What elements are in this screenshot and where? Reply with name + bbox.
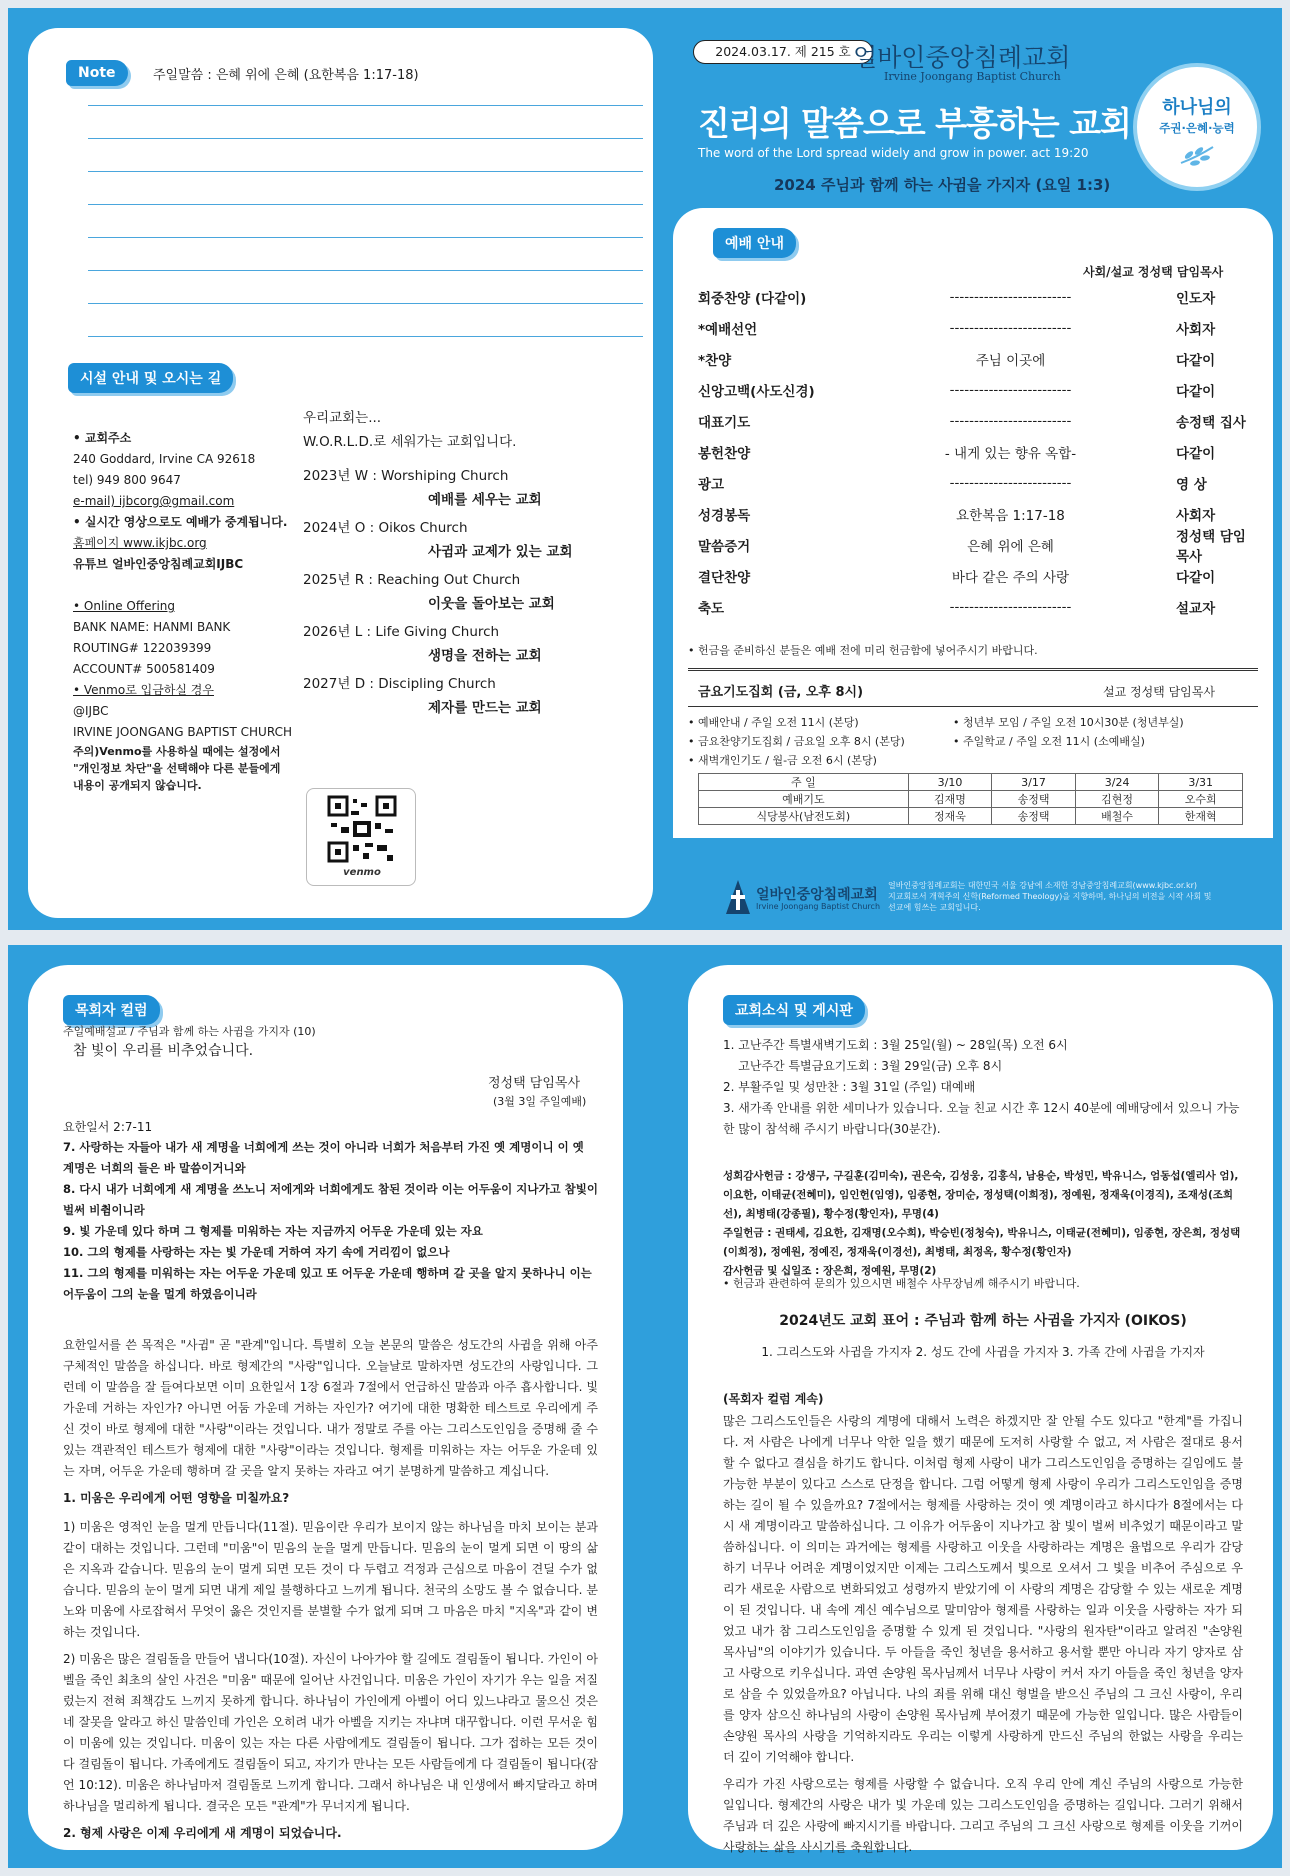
facility-line: • 실시간 영상으로도 예배가 중계됩니다. — [73, 515, 288, 529]
verse: 11. 그의 형제를 미워하는 자는 어두운 가운데 있고 또 어두운 가운데 행하며 갈 곳을 알지 못하나니 이는 어두움이 그의 눈을 멀게 하였음이니라 — [63, 1266, 592, 1301]
verse: 10. 그의 형제를 사랑하는 자는 빛 가운데 거하여 자기 속에 거리낌이 없으나 — [63, 1245, 450, 1259]
worship-row: *찬양 주님 이곳에 다같이 — [698, 352, 1216, 369]
church-name-kr: 얼바인중앙침례교회 — [853, 43, 1071, 72]
column-continued — [723, 1411, 1243, 1864]
seal-line2: 주권·은혜·능력 — [1159, 121, 1235, 135]
world-year: 2024년 O : Oikos Church — [303, 520, 468, 536]
column-label: 목회자 컬럼 — [63, 995, 160, 1025]
world-intro: W.O.R.L.D.로 세워가는 교회입니다. — [303, 434, 517, 450]
column-subtitle: 주일예배설교 / 주님과 함께 하는 사귐을 가지자 (10) — [63, 1025, 316, 1038]
facility-line: IRVINE JOONGANG BAPTIST CHURCH — [73, 725, 292, 739]
note-line — [88, 237, 643, 238]
world-desc: 생명을 전하는 교회 — [428, 648, 542, 664]
preacher-line: 사회/설교 정성택 담임목사 — [1083, 265, 1224, 279]
church-name-en: Irvine Joongang Baptist Church — [884, 70, 1061, 83]
divider — [688, 668, 1258, 671]
world-intro: 우리교회는... — [303, 410, 382, 426]
worship-row: 축도 ------------------------- 설교자 — [698, 598, 1216, 617]
schedule-item: • 금요찬양기도집회 / 금요일 오후 8시 (본당) — [688, 735, 905, 748]
youtube-line: 유튜브 얼바인중앙침례교회IJBC — [73, 557, 244, 571]
column-title: 참 빛이 우리를 비추었습니다. — [73, 1043, 254, 1059]
column-paragraph: 많은 그리스도인들은 사랑의 계명에 대해서 노력은 하겠지만 잘 안될 수도 있다고 "한계"를 가집니다. 저 사람은 나에게 너무나 악한 일을 했기 때문에 도저히 사랑할 수 없고, 저 사람은 절대로 용서할 수 없다고 결심을 하기도 합니다. 이처럼 형제 사랑이 내가 그리스도인임을 증명하는 길임에도 불가능한 부분이 있다고 스스로 단정을 합니다. 그럼 어떻게 형제 사랑이 우리가 그리스도인임을 증명하는 길이 될 수 있을까요? 7절에서는 형제를 사랑하는 것이 옛 계명이라고 하시다가 8절에서는 다시 새 계명이라고 말씀하십니다. 그 이유가 어두움이 지나가고 참 빛이 벌써 비추었기 때문이라고 말씀하십니다. 이 의미는 과거에는 형제를 사랑하고 이웃을 사랑하라는 계명은 율법으로 우리가 감당하기 너무나 어려운 계명이었지만 이제는 그리스도께서 빛으로 오셔서 그 빛을 비추어 주심으로 우리가 새로운 사람으로 변화되었고 성령까지 받았기에 이 사랑의 계명은 감당할 수 있는 새로운 계명이 된 것입니다. 내 속에 계신 예수님으로 말미암아 형제를 사랑하는 일과 이웃을 사랑하는 자가 되었고 내가 참 그리스도인임을 증명할 수 있게 된 것입니다. "사랑의 원자탄"이라고 알려진 "손양원 목사님"의 이야기가 있습니다. 두 아들을 죽인 청년을 용서하고 용서할 뿐만 아니라 자기 양자로 삼고 사랑으로 키우십니다. 과연 손양원 목사님께서 너무나 사랑이 커서 자기 아들을 죽인 청년을 양자로 삼을 수 있었을까요? 아닙니다. 나의 죄를 위해 대신 형벌을 받으신 주님의 그 크신 사랑이, 우리를 양자 삼으신 하나님의 사랑이 손양원 목사님께 부어졌기 때문에 가능한 일입니다. 많은 사람들이 손양원 목사의 사랑을 기억하지라도 우리는 이렇게 사랑하게 만드신 주님의 한없는 사랑을 우리는 더 깊이 기억해야 합니다. — [723, 1414, 1243, 1764]
note-line — [88, 270, 643, 271]
column-paragraph: 1) 미움은 영적인 눈을 멀게 만듭니다(11절). 믿음이란 우리가 보이지 않는 하나님을 마치 보이는 분과 같이 대하는 것입니다. 그런데 "미움"이 믿음의 눈을 멀게 만듭니다. 믿음의 눈이 멀게 되면 이 땅의 삶은 지옥과 같습니다. 믿음의 눈이 멀게 되면 모든 것이 다 두렵고 걱정과 근심으로 마음이 견딜 수가 없습니다. 믿음의 눈이 멀게 되면 내게 제일 불행하다고 느끼게 됩니다. 천국의 소망도 볼 수 없습니다. 분노와 미움에 사로잡혀서 무엇이 옳은 것인지를 분별할 수가 없게 되며 그 마음은 마치 "지옥"과 같이 변하는 것입니다. — [63, 1520, 598, 1639]
venmo-label: venmo — [343, 867, 381, 878]
facility-line: • 교회주소 — [73, 431, 132, 445]
worship-row: 회중찬양 (다같이) ------------------------- 인도자 — [698, 288, 1216, 307]
note-panel — [28, 28, 653, 918]
column-panel — [28, 965, 623, 1850]
bulletin-outer-sheet — [8, 8, 1282, 930]
worship-row: 봉헌찬양 - 내게 있는 향유 옥합- 다같이 — [698, 445, 1216, 462]
slogan-en: The word of the Lord spread widely and grow in power. act 19:20 — [698, 146, 1089, 160]
friday-prayer: 금요기도집회 (금, 오후 8시) — [698, 685, 864, 700]
news-list — [723, 1035, 1243, 1140]
column-paragraph: 2) 미움은 많은 걸림돌을 만들어 냅니다(10절). 자신이 나아가야 할 길에도 걸림돌이 됩니다. 가인이 아벨을 죽인 최초의 살인 사건은 "미움" 때문에 일어난 사건입니다. 미움은 가인이 자기가 우는 일을 저질렀는지 전혀 죄책감도 느끼지 못하게 합니다. 하나님이 가인에게 아벨이 어디 있느냐라고 물으신 것은 네 잘못을 알라고 하신 말씀인데 가인은 오히려 내가 아벨을 지키는 자냐며 대꾸합니다. 이런 무서운 힘이 미움에 있는 것입니다. 미움이 있는 자는 다른 사람에게도 걸림돌이 됩니다. 그가 접하는 모든 것이 다 걸림돌이 됩니다. 가족에게도 걸림돌이 되고, 자기가 만나는 모든 사람들에게 다 걸림돌이 됩니다(잠언 10:12). 미움은 하나님마저 걸림돌로 느끼게 합니다. 그래서 하나님은 내 인생에서 빠지달라고 하며 하나님을 멀리하게 됩니다. 결국은 모든 "관계"가 무너지게 됩니다. — [63, 1652, 598, 1813]
note-line — [88, 171, 643, 172]
worship-row: 신앙고백(사도신경) ------------------------- 다같이 — [698, 381, 1216, 400]
note-sermon-line: 주일말씀 : 은혜 위에 은혜 (요한복음 1:17-18) — [153, 68, 419, 83]
facility-line: BANK NAME: HANMI BANK — [73, 620, 231, 634]
column-paragraph: 요한일서를 쓴 목적은 "사귐" 곧 "관계"입니다. 특별히 오늘 본문의 말씀은 성도간의 사귐을 위해 아주 구체적인 말씀을 하십니다. 바로 형제간의 "사랑"입니다. 오늘날로 말하자면 성도간의 사랑입니다. 그런데 이 말씀을 잘 들여다보면 이미 요한일서 1장 6절과 7절에서 언급하신 말씀과 아주 흡사합니다. 빛 가운데 거하는 자인가? 아니면 어둠 가운데 거하는 자인가? 여기에 대한 명확한 테스트로 우리에게 주신 것이 바로 형제에 대한 "사랑"이라는 것입니다. 내가 정말로 주를 아는 그리스도인임을 증명해 줄 수 있는 객관적인 테스트가 형제에 대한 "사랑"이라는 것입니다. 형제를 미워하는 자는 어두운 가운데 있는 자며, 어두운 가운데 행하며 갈 곳을 알지 못하는 자라고 여기 분명하게 말씀하고 계십니다. — [63, 1338, 598, 1478]
column-date: (3월 3일 주일예배) — [493, 1095, 587, 1108]
church-motto-points: 1. 그리스도와 사귐을 가지자 2. 성도 간에 사귐을 가지자 3. 가족 간에 사귐을 가지자 — [761, 1345, 1205, 1359]
worship-row: 광고 ------------------------- 영 상 — [698, 474, 1207, 493]
offering-list: 성회감사헌금 : 강생구, 구길훈(김미숙), 권은숙, 김성웅, 김홍식, 남용순, 박성민, 박유니스, 엄동섭(엘리사 엄), 이요한, 이태균(전혜미), 임인헌(임영), 임종현, 장미순, 정성택(이희정), 정예원, 정재욱(이경직), 조재성(조희선), 최병태(강종필), 황수정(황인자), 무명(4) 주일헌금 : 권태세, 김요한, 김재명(오수희), 박승빈(정청숙), 박유니스, 이태균(전혜미), 임종현, 장은희, 정성택(이희정), 정예원, 정예진, 정재욱(이경선), 최병태, 최정옥, 황수정(황인자) 감사헌금 및 십일조 : 장은희, 정예원, 무명(2) — [723, 1170, 1241, 1277]
homepage-link[interactable]: 홈페이지 www.ikjbc.org — [73, 536, 207, 550]
scripture-verses — [63, 1137, 598, 1305]
news-item: 2. 부활주일 및 성만찬 : 3월 31일 (주일) 대예배 — [723, 1080, 976, 1094]
world-year: 2027년 D : Discipling Church — [303, 676, 496, 692]
order-of-worship — [698, 281, 1258, 622]
table-row: 주 일 3/10 3/17 3/24 3/31 — [699, 774, 1243, 791]
verse: 7. 사랑하는 자들아 내가 새 계명을 너희에게 쓰는 것이 아니라 너희가 처음부터 가진 옛 계명이니 이 옛 계명은 너희의 들은 바 말씀이거니와 — [63, 1140, 584, 1175]
friday-preacher: 설교 정성택 담임목사 — [1103, 685, 1215, 699]
schedule-item: • 새벽개인기도 / 월-금 오전 6시 (본당) — [688, 754, 877, 767]
schedule-item: • 주일학교 / 주일 오전 11시 (소예배실) — [953, 735, 1145, 748]
worship-label: 예배 안내 — [713, 228, 796, 258]
news-item: 3. 새가족 안내를 위한 세미나가 있습니다. 오늘 친교 시간 후 12시 40분에 예배당에서 있으니 가능한 많이 참석해 주시기 바랍니다(30분간). — [723, 1101, 1240, 1136]
table-row: 식당봉사(남전도회) 정재욱 송정택 배철수 한재혁 — [699, 808, 1243, 825]
note-line — [88, 105, 643, 106]
footer-church-name: 얼바인중앙침례교회 — [756, 887, 878, 903]
offering-contact-note: • 헌금과 관련하여 문의가 있으시면 배철수 사무장님께 해주시기 바랍니다. — [723, 1277, 1080, 1290]
theme-seal — [1133, 63, 1261, 191]
seal-line1: 하나님의 — [1162, 97, 1232, 118]
church-logo-icon — [718, 876, 758, 916]
facility-line: • Online Offering — [73, 599, 175, 613]
offering-note: • 헌금을 준비하신 분들은 예배 전에 미리 헌금함에 넣어주시기 바랍니다. — [688, 644, 1038, 657]
email-link[interactable]: e-mail) ijbcorg@gmail.com — [73, 494, 235, 508]
news-item: 고난주간 특별금요기도회 : 3월 29일(금) 오후 8시 — [723, 1059, 1003, 1073]
worship-row: *예배선언 ------------------------- 사회자 — [698, 319, 1216, 338]
note-line — [88, 204, 643, 205]
news-item: 1. 고난주간 특별새벽기도회 : 3월 25일(월) ~ 28일(목) 오전 6시 — [723, 1038, 1068, 1052]
world-year: 2023년 W : Worshiping Church — [303, 468, 509, 484]
world-desc: 예배를 세우는 교회 — [428, 492, 542, 508]
column-author: 정성택 담임목사 — [488, 1076, 581, 1091]
venmo-qr-card[interactable] — [306, 788, 416, 886]
news-label: 교회소식 및 게시판 — [723, 995, 865, 1025]
note-label: Note — [66, 60, 128, 86]
service-duty-table — [698, 773, 1243, 825]
note-line — [88, 138, 643, 139]
issue-date: 2024.03.17. 제 215 호 — [693, 40, 873, 64]
worship-row: 말씀증거 은혜 위에 은혜 정성택 담임목사 — [698, 528, 1246, 565]
worship-row: 결단찬양 바다 같은 주의 사랑 다같이 — [698, 569, 1216, 586]
schedule-item: • 예배안내 / 주일 오전 11시 (본당) — [688, 716, 859, 729]
worship-panel — [673, 208, 1273, 838]
bulletin-inner-sheet — [8, 945, 1282, 1868]
year-theme: 2024 주님과 함께 하는 사귐을 가지자 (요일 1:3) — [774, 176, 1111, 194]
world-desc: 이웃을 돌아보는 교회 — [428, 596, 555, 612]
facility-line: "개인정보 차단"을 선택해야 다른 분들에게 — [73, 762, 281, 776]
qr-code-icon — [327, 795, 397, 863]
facility-line: 내용이 공개되지 않습니다. — [73, 779, 202, 793]
footer-church-en: Irvine Joongang Baptist Church — [756, 902, 881, 911]
facility-line: • Venmo로 입금하실 경우 — [73, 683, 214, 697]
facility-line: 주의)Venmo를 사용하실 때에는 설정에서 — [73, 745, 281, 758]
facility-line: tel) 949 800 9647 — [73, 473, 181, 487]
scripture-ref: 요한일서 2:7-11 — [63, 1120, 153, 1134]
column-paragraph: 우리가 가진 사랑으로는 형제를 사랑할 수 없습니다. 오직 우리 안에 계신 주님의 사랑으로 가능한 일입니다. 형제간의 사랑은 내가 빛 가운데 있는 그리스도인임을 증명하는 길입니다. 그러기 위해서 주님과 더 깊은 사랑에 빠지시기를 바랍니다. 그리고 주님의 그 크신 사랑으로 형제를 이웃을 기꺼이 사랑하는 삶을 사시기를 축원합니다. — [723, 1777, 1243, 1854]
facility-label: 시설 안내 및 오시는 길 — [68, 363, 233, 393]
leaf-icon — [1177, 143, 1217, 167]
world-year: 2025년 R : Reaching Out Church — [303, 572, 521, 588]
schedule-item: • 청년부 모임 / 주일 오전 10시30분 (청년부실) — [953, 716, 1184, 729]
table-row: 예배기도 김재명 송정택 김현정 오수희 — [699, 791, 1243, 808]
spacer — [73, 575, 293, 596]
facility-line: ACCOUNT# 500581409 — [73, 662, 215, 676]
column-body — [63, 1335, 598, 1850]
facility-line: 240 Goddard, Irvine CA 92618 — [73, 452, 256, 466]
verse: 8. 다시 내가 너희에게 새 계명을 쓰노니 저에게와 너희에게도 참된 것이라 이는 어두움이 지나가고 참빛이 벌써 비췸이니라 — [63, 1182, 598, 1217]
church-motto: 2024년도 교회 표어 : 주님과 함께 하는 사귐을 가지자 (OIKOS) — [779, 1313, 1187, 1329]
note-line — [88, 303, 643, 304]
verse: 9. 빛 가운데 있다 하며 그 형제를 미워하는 자는 지금까지 어두운 가운데 있는 자요 — [63, 1224, 483, 1238]
world-desc: 사귐과 교제가 있는 교회 — [428, 544, 573, 560]
news-panel — [688, 965, 1273, 1854]
world-year: 2026년 L : Life Giving Church — [303, 624, 500, 640]
facility-info — [73, 428, 293, 794]
column-question: 1. 미움은 우리에게 어떤 영향을 미칠까요? — [63, 1491, 290, 1505]
worship-row: 대표기도 ------------------------- 송정택 집사 — [698, 412, 1246, 431]
world-desc: 제자를 만드는 교회 — [428, 700, 542, 716]
schedule-list — [688, 713, 1273, 770]
facility-line: @IJBC — [73, 704, 109, 718]
world-section — [303, 406, 638, 720]
note-line — [88, 336, 643, 337]
column-question: 2. 형제 사랑은 이제 우리에게 새 계명이 되었습니다. — [63, 1826, 342, 1840]
slogan: 진리의 말씀으로 부흥하는 교회 — [698, 104, 1131, 143]
divider — [688, 706, 1258, 707]
facility-line: ROUTING# 122039399 — [73, 641, 212, 655]
column-continued-label: (목회자 컬럼 계속) — [723, 1392, 824, 1406]
footer-description: 얼바인중앙침례교회는 대한민국 서울 강남에 소재한 강남중앙침례교회(www.kjbc.or.kr) 지교회로서 개혁주의 신학(Reformed Theology)을 지향하며, 하나님의 비전을 시작 사회 및 선교에 힘쓰는 교회입니다. — [888, 881, 1212, 912]
worship-row: 성경봉독 요한복음 1:17-18 사회자 — [698, 507, 1216, 524]
